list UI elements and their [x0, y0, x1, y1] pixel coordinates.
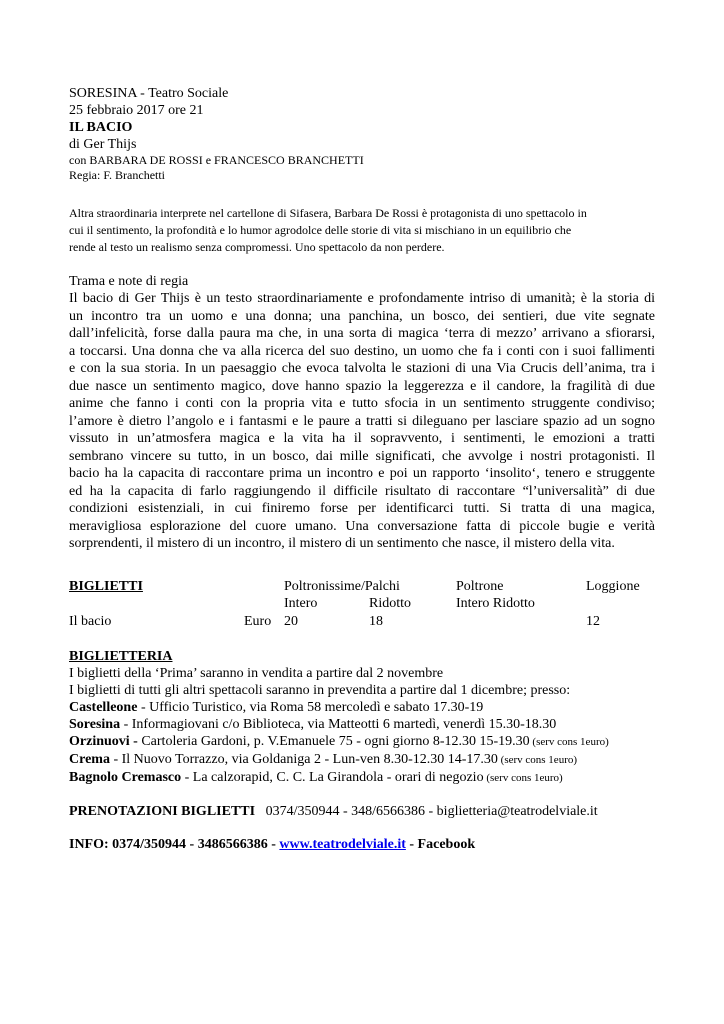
outlet-fee-note: (serv cons 1euro) [483, 771, 563, 784]
column-poltrone: Poltrone [456, 578, 504, 594]
outlet-details: - Ufficio Turistico, via Roma 58 mercoledì e sabato 17.30-19 [137, 699, 484, 715]
author: di Ger Thijs [69, 137, 137, 152]
biglietteria-section [69, 648, 659, 787]
event-date: 25 febbraio 2017 ore 21 [69, 103, 204, 118]
column-poltronissime: Poltronissime/Palchi [284, 578, 400, 594]
tickets-heading: BIGLIETTI [69, 578, 143, 594]
intro-line: Altra straordinaria interprete nel cartellone di Sifasera, Barbara De Rossi è protagonista di uno spettacolo in [69, 206, 587, 220]
website-link[interactable]: www.teatrodelviale.it [279, 836, 406, 852]
info-suffix: - Facebook [405, 836, 476, 852]
outlet-fee-note: (serv cons 1euro) [529, 735, 609, 748]
price-loggione: 12 [586, 613, 600, 629]
trama-line: bacio ha la capacita di raccontare prima un incontro e poi un rapporto ‘insolito‘, tenero e struggente [69, 466, 655, 481]
info-prefix: INFO: 0374/350944 - 3486566386 - [69, 836, 280, 852]
document-page [69, 85, 659, 853]
info-line [69, 836, 659, 853]
price-intero: 20 [284, 613, 298, 629]
biglietteria-heading: BIGLIETTERIA [69, 648, 173, 664]
prenotazioni-label: PRENOTAZIONI BIGLIETTI [69, 803, 256, 819]
trama-line: Il bacio di Ger Thijs è un testo straordinariamente e profondamente intriso di umanità; è la storia di [69, 291, 655, 306]
trama-line: condizioni esistenziali, in cui finiremo forse per identificarci tutti. Si tratta di una magica, [69, 501, 655, 516]
cast: con BARBARA DE ROSSI e FRANCESCO BRANCHETTI [69, 153, 364, 167]
trama-line: meravigliosa esplorazione del cuore umano. Una conversazione fatta di piccole bugie e verità [69, 518, 655, 534]
trama-line: sembrano vincere su tutto, in un bosco, dai mille significati, che avvolge i nostri protagonisti. Il [69, 448, 655, 464]
outlet-details: - Il Nuovo Torrazzo, via Goldaniga 2 - Lun-ven 8.30-12.30 14-17.30 [109, 751, 498, 767]
subheader-intero-ridotto: Intero Ridotto [456, 595, 535, 611]
outlet-row [69, 716, 659, 733]
trama-line: due nasce un sentimento magico, dove hanno spazio la leggerezza e il candore, la fragilità di due [69, 378, 655, 394]
prenotazioni-contacts: 0374/350944 - 348/6566386 - biglietteria@teatrodelviale.it [255, 803, 598, 819]
outlet-town: Orzinuovi - [69, 733, 138, 749]
intro-line: rende al testo un realismo senza compromessi. Uno spettacolo da non perdere. [69, 240, 445, 254]
outlet-fee-note: (serv cons 1euro) [497, 753, 578, 766]
outlet-town: Soresina [69, 716, 121, 732]
trama-line: e con la sua storia. In un paesaggio che evoca talvolta le stazioni di una Via Crucis dell’anima, tra i [69, 361, 655, 376]
trama-body [69, 290, 655, 553]
trama-line: anime che fanno i conti con la propria vita e tutto sfocia in un sentimento struggente condiviso; [69, 396, 655, 411]
trama-line: l’amore è dietro l’angolo e i fantasmi e le paure a tratti si dileguano per lasciare spazio ad un sogno [69, 413, 655, 429]
play-title: IL BACIO [69, 120, 133, 135]
biglietteria-line: I biglietti della ‘Prima’ saranno in vendita a partire dal 2 novembre [69, 665, 444, 681]
trama-line: un incontro tra un uomo e una donna; una panchina, un bosco, dei sentieri, due vite segnate [69, 308, 655, 324]
prenotazioni-line [69, 803, 659, 820]
outlet-town: Castelleone [69, 699, 138, 715]
trama-line: dall’infelicità, forse dalla paura ma che, in una sorta di magica ‘terra di mezzo’ arrivano a sfiorarsi, [69, 326, 655, 341]
intro-paragraph [69, 205, 654, 256]
outlet-row [69, 769, 659, 787]
ticket-price-table [69, 578, 659, 630]
biglietteria-line: I biglietti di tutti gli altri spettacoli saranno in prevendita a partire dal 1 dicembre; presso: [69, 682, 571, 698]
outlet-town: Crema [69, 751, 110, 767]
venue: SORESINA - Teatro Sociale [69, 86, 229, 101]
intro-line: cui il sentimento, la profondità e lo humor agrodolce delle storie di vita si mischiano in un equilibrio che [69, 223, 572, 237]
outlet-details: Cartoleria Gardoni, p. V.Emanuele 75 - ogni giorno 8-12.30 15-19.30 [137, 733, 530, 749]
column-loggione: Loggione [586, 578, 640, 594]
header [69, 85, 659, 183]
director: Regia: F. Branchetti [69, 168, 166, 182]
trama-line: sorprendenti, il mistero di un incontro, il mistero di un sentimento che nasce, il mistero della vita. [69, 536, 615, 551]
currency: Euro [244, 613, 272, 629]
price-ridotto: 18 [369, 613, 383, 629]
trama-title: Trama e note di regia [69, 274, 189, 289]
trama-line: ed ha la capacita di farlo raggiungendo il difficile risultato di raccontare “l’universalità” di due [69, 483, 655, 499]
subheader-intero: Intero [284, 595, 318, 611]
subheader-ridotto: Ridotto [369, 595, 412, 611]
outlet-town: Bagnolo Cremasco [69, 769, 182, 785]
outlet-details: - Informagiovani c/o Biblioteca, via Matteotti 6 martedì, venerdì 15.30-18.30 [120, 716, 557, 732]
outlet-row [69, 733, 659, 751]
outlet-details: - La calzorapid, C. C. La Girandola - orari di negozio [181, 769, 484, 785]
row-label: Il bacio [69, 613, 112, 629]
outlet-row [69, 699, 659, 716]
trama-line: vissuto in un’atmosfera magica e la vita ha il sopravvento, i sentimenti, le emozioni a tratti [69, 431, 655, 446]
trama-line: a toccarsi. Una donna che va alla ricerca del suo destino, un uomo che fa i conti con i suoi fallimenti [69, 343, 655, 359]
outlet-row [69, 751, 659, 769]
